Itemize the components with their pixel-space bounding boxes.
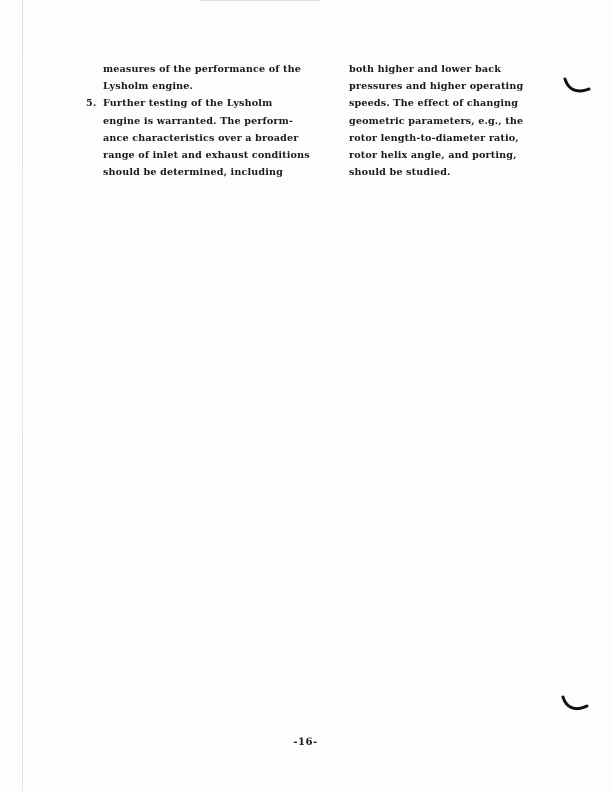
check-mark-icon [562, 75, 592, 97]
text-line: ance characteristics over a broader [103, 132, 299, 144]
text-line: rotor helix angle, and porting, [349, 150, 517, 162]
text-line: pressures and higher operating [349, 81, 524, 93]
numbered-item-line [86, 95, 316, 112]
page-top-artifact [200, 0, 320, 1]
check-mark-icon [560, 693, 590, 715]
text-line: geometric parameters, e.g., the [349, 115, 524, 127]
text-line: Further testing of the Lysholm [103, 98, 273, 110]
left-text-column [86, 61, 316, 181]
text-line: engine is warranted. The perform- [103, 115, 294, 127]
text-line: both higher and lower back [349, 64, 502, 75]
right-text-column [349, 61, 559, 181]
text-line: Lysholm engine. [103, 81, 193, 93]
text-line: measures of the performance of the [103, 64, 302, 75]
text-line: should be studied. [349, 167, 451, 179]
text-line: range of inlet and exhaust conditions [103, 150, 310, 162]
text-line: should be determined, including [103, 167, 284, 179]
item-number: 5. [86, 98, 97, 110]
page-number: -16- [293, 737, 318, 748]
text-line: speeds. The effect of changing [349, 98, 519, 110]
text-line: rotor length-to-diameter ratio, [349, 132, 519, 144]
page-edge-shadow [22, 0, 23, 792]
